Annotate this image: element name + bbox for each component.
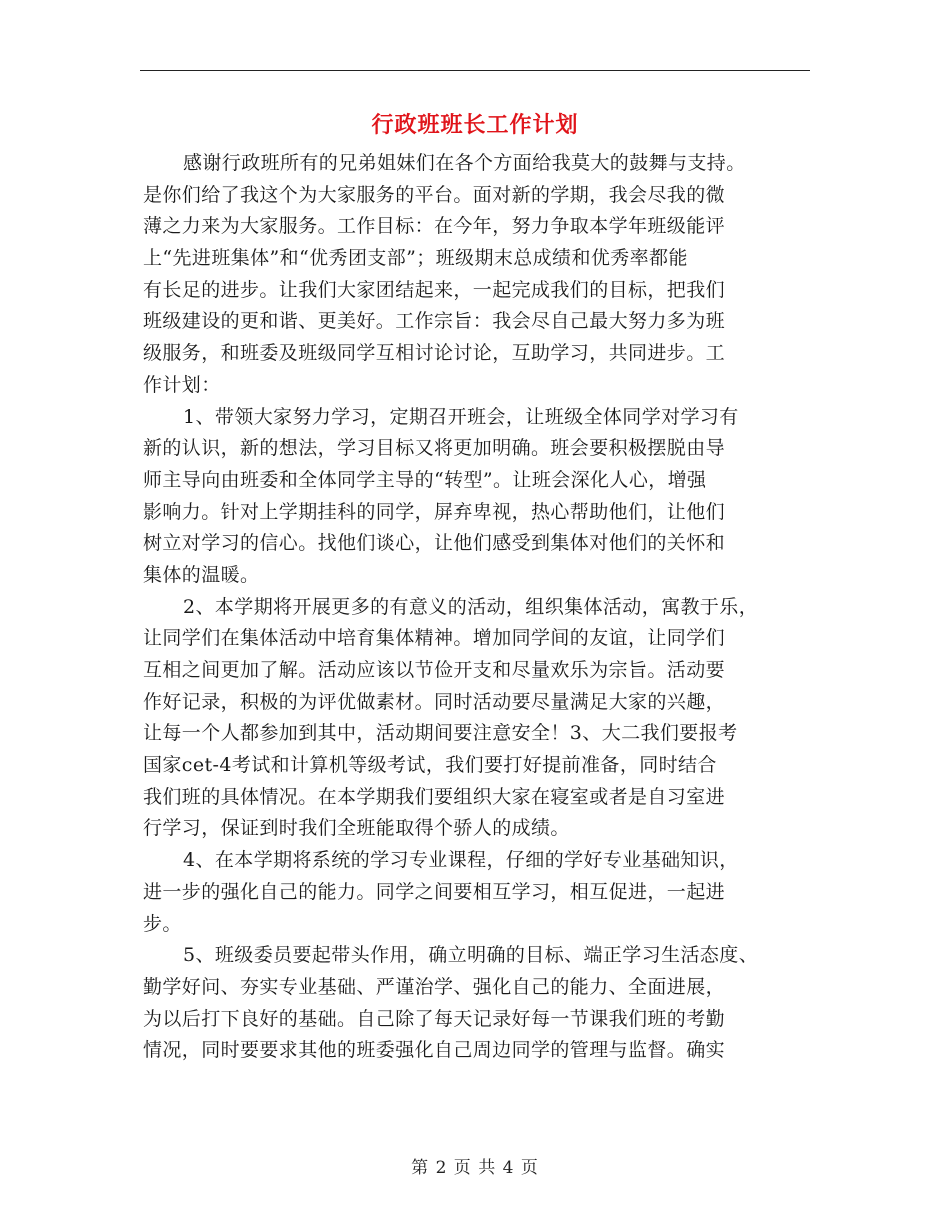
text-line: 步。 <box>143 912 182 935</box>
text-line: 上“先进班集体”和“优秀团支部”；班级期末总成绩和优秀率都能 <box>143 247 688 270</box>
text-line: 2、本学期将开展更多的有意义的活动，组织集体活动，寓教于乐， <box>183 595 759 618</box>
text-line: 4、在本学期将系统的学习专业课程，仔细的学好专业基础知识， <box>183 849 739 872</box>
text-line: 5、班级委员要起带头作用，确立明确的目标、端正学习生活态度、 <box>183 944 759 967</box>
text-line: 薄之力来为大家服务。工作目标：在今年，努力争取本学年班级能评 <box>143 215 726 238</box>
text-line: 作好记录，积极的为评优做素材。同时活动要尽量满足大家的兴趣， <box>143 690 726 713</box>
text-line: 进一步的强化自己的能力。同学之间要相互学习，相互促进，一起进 <box>143 880 726 903</box>
text-line: 让同学们在集体活动中培育集体精神。增加同学间的友谊，让同学们 <box>143 627 726 650</box>
text-line: 集体的温暖。 <box>143 563 260 586</box>
text-line: 新的认识，新的想法，学习目标又将更加明确。班会要积极摆脱由导 <box>143 437 726 460</box>
document-body <box>143 148 813 1067</box>
text-line: 感谢行政班所有的兄弟姐妹们在各个方面给我莫大的鼓舞与支持。 <box>183 152 746 174</box>
paragraph-item-2 <box>143 592 813 846</box>
text-line: 行学习，保证到时我们全班能取得个骄人的成绩。 <box>143 817 570 840</box>
text-line: 是你们给了我这个为大家服务的平台。面对新的学期，我会尽我的微 <box>143 183 726 206</box>
text-line: 级服务，和班委及班级同学互相讨论讨论，互助学习，共同进步。工 <box>143 342 726 365</box>
text-line: 班级建设的更和谐、更美好。工作宗旨：我会尽自己最大努力多为班 <box>143 310 726 333</box>
document-title: 行政班班长工作计划 <box>371 112 579 138</box>
text-line: 影响力。针对上学期挂科的同学，屏弃卑视，热心帮助他们，让他们 <box>143 500 726 523</box>
text-line: 让每一个人都参加到其中，活动期间要注意安全！3、大二我们要报考 <box>143 722 738 745</box>
text-line: 情况，同时要要求其他的班委强化自己周边同学的管理与监督。确实 <box>143 1039 726 1062</box>
paragraph-item-1 <box>143 402 813 592</box>
page-number-footer: 第 2 页 共 4 页 <box>411 1158 539 1178</box>
text-line: 作计划： <box>143 373 221 396</box>
text-line: 互相之间更加了解。活动应该以节俭开支和尽量欢乐为宗旨。活动要 <box>143 659 726 681</box>
text-line: 国家cet-4考试和计算机等级考试，我们要打好提前准备，同时结合 <box>143 754 717 777</box>
paragraph-intro <box>143 148 813 402</box>
text-line: 树立对学习的信心。找他们谈心，让他们感受到集体对他们的关怀和 <box>143 532 726 555</box>
text-line: 我们班的具体情况。在本学期我们要组织大家在寝室或者是自习室进 <box>143 785 726 808</box>
paragraph-item-5 <box>143 940 813 1067</box>
header-rule <box>140 70 810 71</box>
text-line: 勤学好问、夯实专业基础、严谨治学、强化自己的能力、全面进展， <box>143 975 726 998</box>
paragraph-item-4 <box>143 845 813 940</box>
text-line: 为以后打下良好的基础。自己除了每天记录好每一节课我们班的考勤 <box>143 1007 726 1030</box>
text-line: 1、带领大家努力学习，定期召开班会，让班级全体同学对学习有 <box>183 405 739 428</box>
text-line: 有长足的进步。让我们大家团结起来，一起完成我们的目标，把我们 <box>143 278 726 301</box>
text-line: 师主导向由班委和全体同学主导的“转型”。让班会深化人心，增强 <box>143 468 707 491</box>
